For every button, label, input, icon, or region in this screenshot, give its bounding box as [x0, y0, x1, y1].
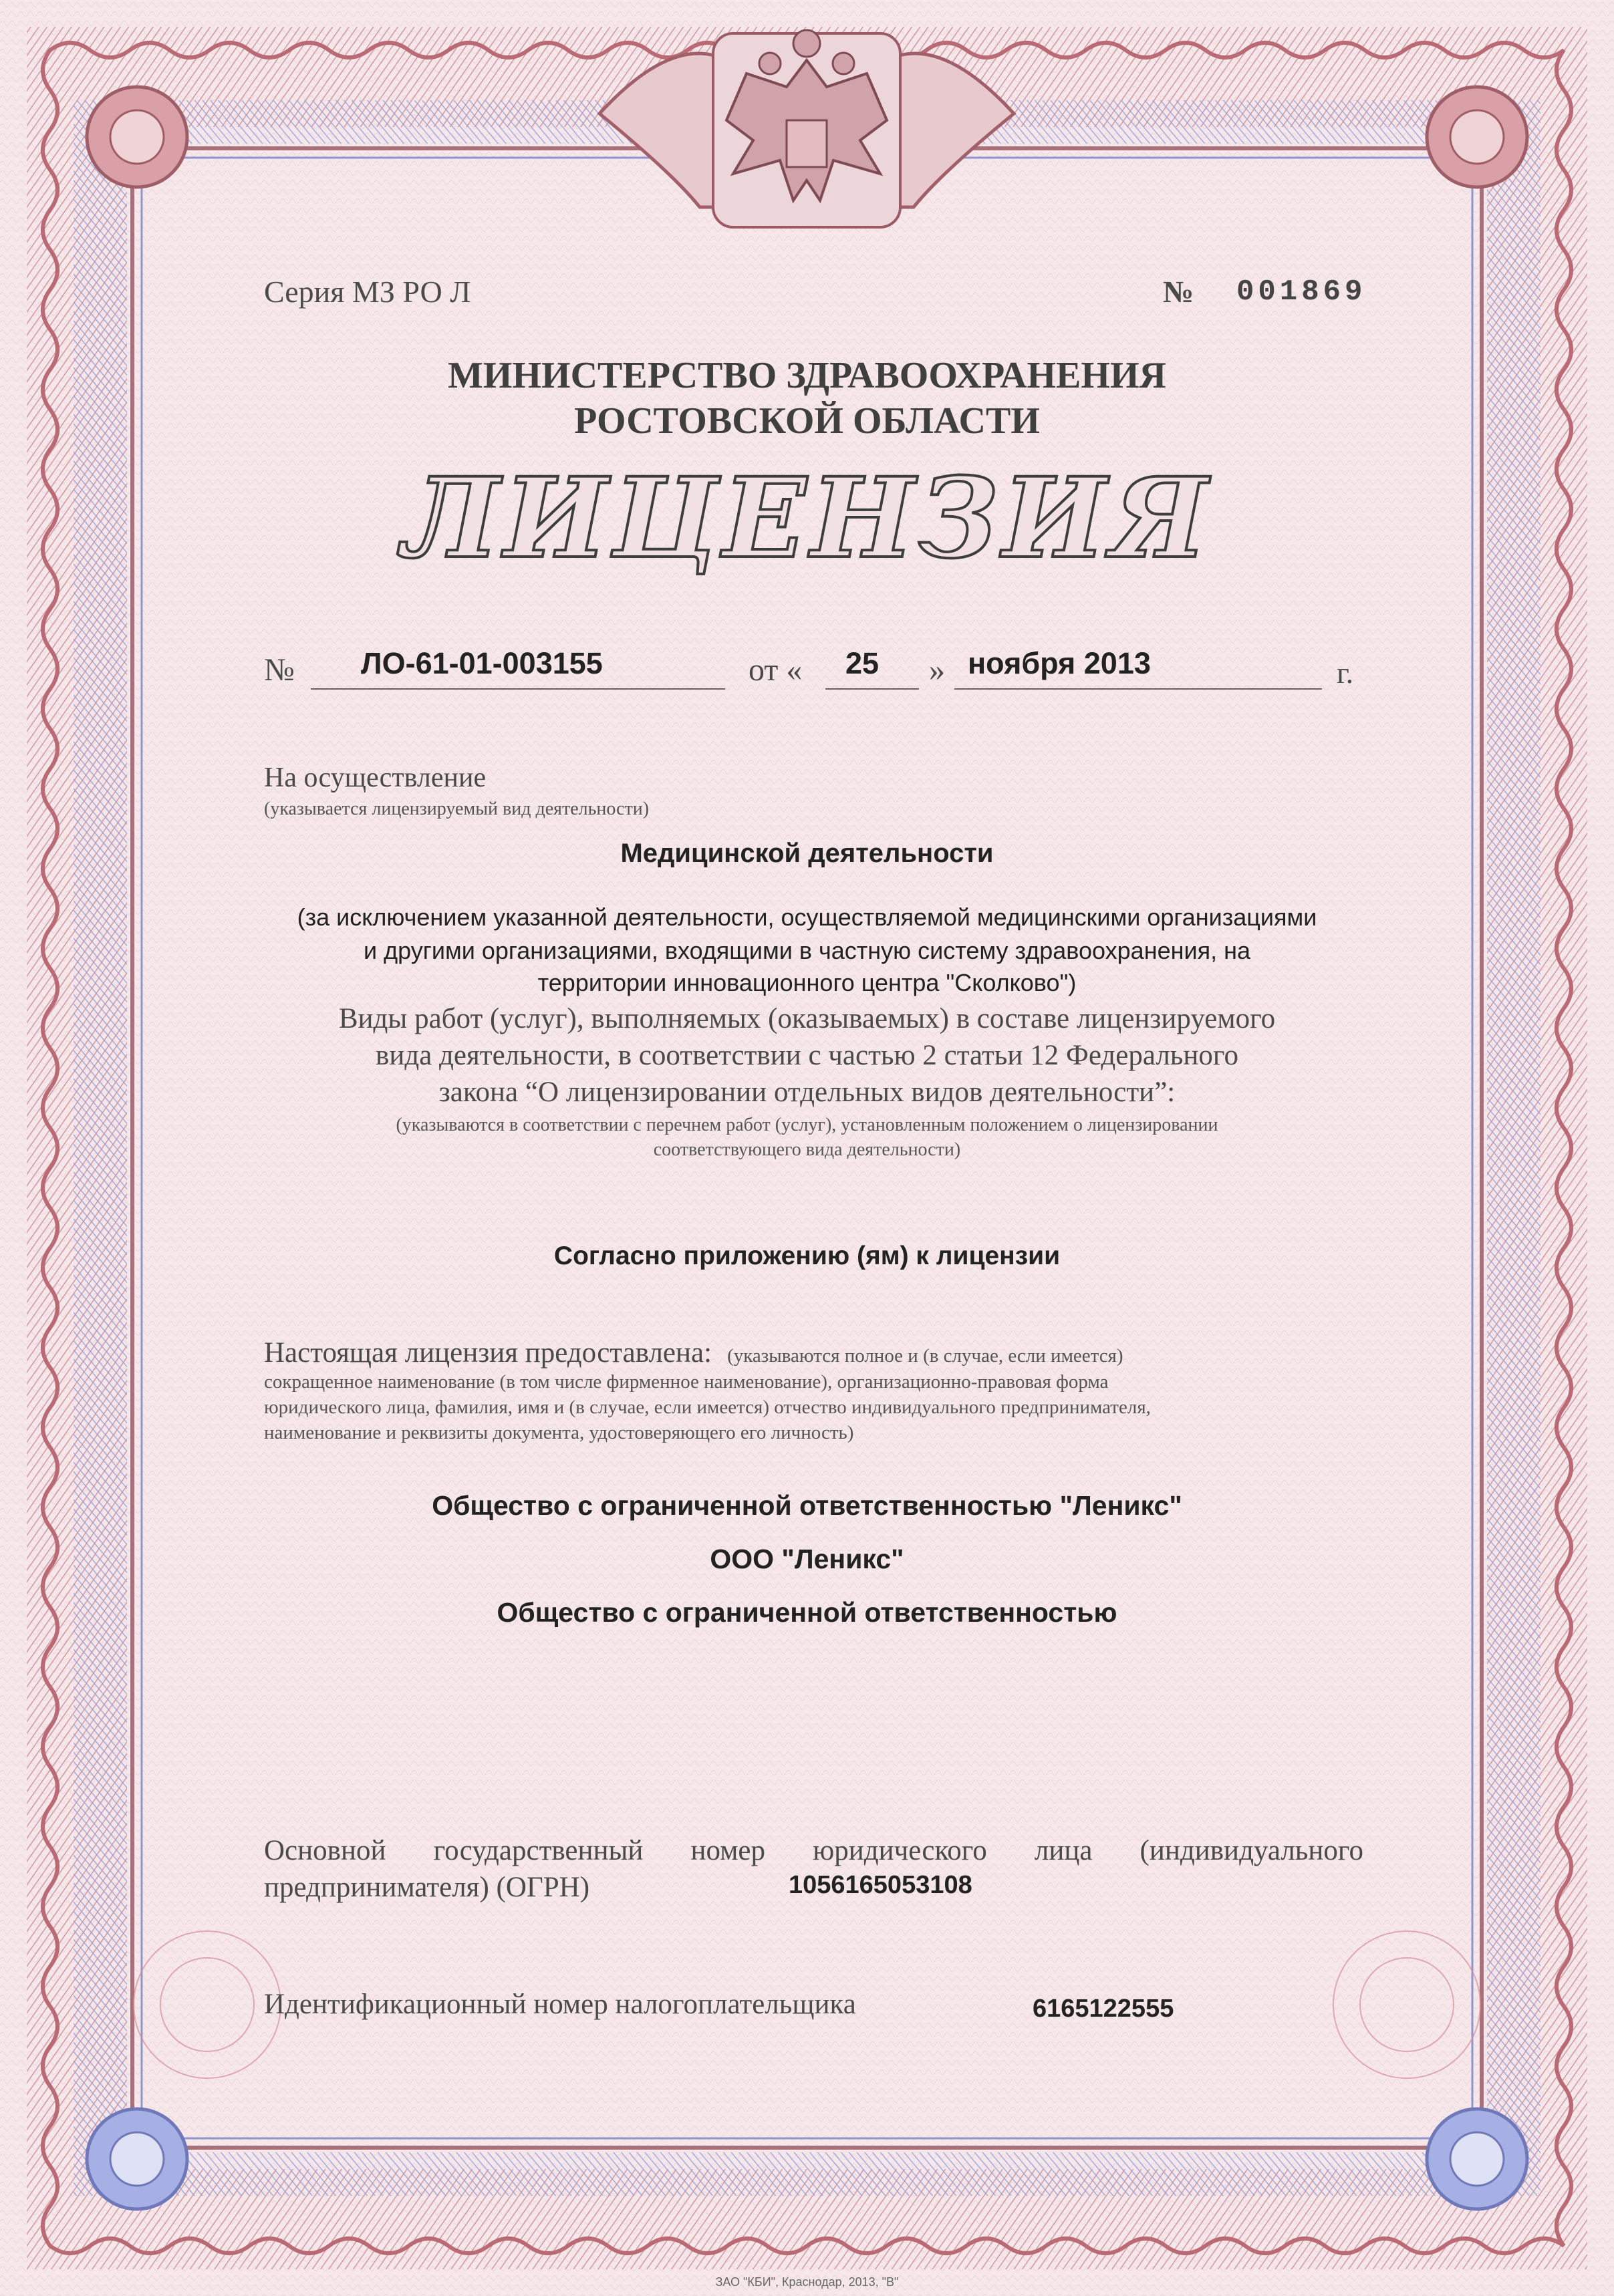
document-title: ЛИЦЕНЗИЯ	[402, 453, 1212, 583]
ministry-line-1: МИНИСТЕРСТВО ЗДРАВООХРАНЕНИЯ	[448, 355, 1166, 396]
works-line-3: закона “О лицензировании отдельных видов деятельности”:	[438, 1077, 1176, 1108]
licensee-intro-line-4: наименование и реквизиты документа, удостоверяющего его личность)	[264, 1422, 854, 1443]
printer-mark: ЗАО "КБИ", Краснодар, 2013, "В"	[715, 2275, 899, 2289]
licensee-full-name: Общество с ограниченной ответственностью "Леникс"	[432, 1490, 1182, 1521]
works-line-2: вида деятельности, в соответствии с частью 2 статьи 12 Федерального	[376, 1040, 1238, 1071]
activity-label: На осуществление	[264, 762, 487, 793]
inn-label: Идентификационный номер налогоплательщика	[264, 1989, 856, 2020]
licensee-intro-line-2: сокращенное наименование (в том числе фирменное наименование), организационно-правовая форма	[264, 1371, 1109, 1393]
license-number-sign: №	[264, 652, 295, 688]
works-hint-line-2: соответствующего вида деятельности)	[653, 1139, 961, 1160]
series-label: Серия МЗ РО Л	[264, 275, 471, 309]
licensee-intro-line-3: юридического лица, фамилия, имя и (в случае, если имеется) отчество индивидуального предпринимателя,	[264, 1397, 1151, 1418]
ministry-line-2: РОСТОВСКОЙ ОБЛАСТИ	[574, 400, 1040, 442]
license-number: ЛО-61-01-003155	[361, 646, 603, 680]
license-number-underline	[311, 688, 725, 690]
exclusion-line-2: и другими организациями, входящими в частную систему здравоохранения, на	[364, 937, 1250, 964]
number-sign: №	[1163, 275, 1194, 309]
ogrn-label-line-1: Основной государственный номер юридического лица (индивидуального	[264, 1835, 1363, 1866]
activity-name: Медицинской деятельности	[620, 839, 994, 868]
exclusion-line-1: (за исключением указанной деятельности, осуществляемой медицинскими организациями	[297, 903, 1317, 931]
works-line-1: Виды работ (услуг), выполняемых (оказываемых) в составе лицензируемого	[338, 1003, 1276, 1034]
ogrn-label-line-2: предпринимателя) (ОГРН)	[264, 1872, 590, 1903]
year-suffix: г.	[1337, 656, 1354, 690]
licensee-intro-lead: Настоящая лицензия предоставлена:	[264, 1337, 712, 1369]
license-day: 25	[845, 646, 880, 680]
activity-hint: (указывается лицензируемый вид деятельности)	[264, 799, 650, 819]
day-underline	[825, 688, 919, 690]
inn-value: 6165122555	[1033, 1995, 1174, 2023]
works-hint-line-1: (указываются в соответствии с перечнем работ (услуг), установленным положением о лицензировании	[396, 1115, 1218, 1135]
from-label: от «	[749, 652, 803, 688]
licensee-legal-form: Общество с ограниченной ответственностью	[497, 1597, 1117, 1628]
blank-number: 001869	[1236, 275, 1367, 309]
works-value: Согласно приложению (ям) к лицензии	[553, 1242, 1061, 1270]
licensee-intro-line-1	[264, 1336, 1363, 1369]
exclusion-line-3: территории инновационного центра "Сколково")	[537, 969, 1077, 996]
month-year-underline	[954, 688, 1322, 690]
licensee-intro-rest: (указываются полное и (в случае, если имеется)	[727, 1345, 1123, 1367]
ogrn-value: 1056165053108	[789, 1871, 972, 1899]
day-close-quote: »	[929, 652, 945, 688]
license-month-year: ноября 2013	[968, 646, 1151, 680]
licensee-short-name: ООО "Леникс"	[710, 1544, 904, 1574]
